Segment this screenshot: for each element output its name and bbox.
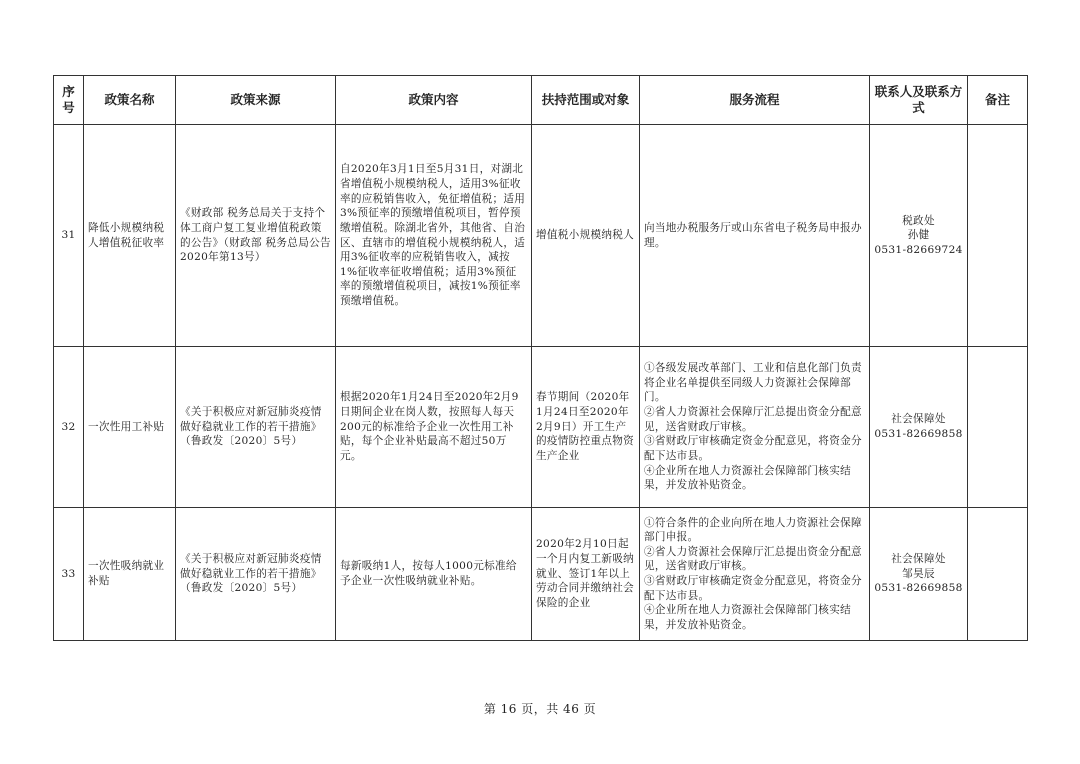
cell-source: 《关于积极应对新冠肺炎疫情做好稳就业工作的若干措施》（鲁政发〔2020〕5号） xyxy=(176,347,336,508)
cell-process: 向当地办税服务厅或山东省电子税务局申报办理。 xyxy=(640,125,870,347)
cell-contact: 税政处 孙健 0531-82669724 xyxy=(870,125,968,347)
cell-scope: 春节期间（2020年1月24日至2020年2月9日）开工生产的疫情防控重点物资生产企业 xyxy=(532,347,640,508)
cell-contact: 社会保障处 邹昊辰 0531-82669858 xyxy=(870,508,968,641)
header-scope: 扶持范围或对象 xyxy=(532,76,640,125)
table-header-row xyxy=(54,76,1028,125)
cell-name: 一次性用工补贴 xyxy=(84,347,176,508)
cell-name: 降低小规模纳税人增值税征收率 xyxy=(84,125,176,347)
header-remark: 备注 xyxy=(968,76,1028,125)
page-footer: 第 16 页，共 46 页 xyxy=(483,702,597,716)
header-process: 服务流程 xyxy=(640,76,870,125)
policy-table xyxy=(53,75,1028,641)
cell-process: ①各级发展改革部门、工业和信息化部门负责将企业名单提供至同级人力资源社会保障部门。 ②省人力资源社会保障厅汇总提出资金分配意见，送省财政厅审核。 ③省财政厅审核确定资金分配意见，将资金分配下达市县。 ④企业所在地人力资源社会保障部门核实结果，并发放补贴资金。 xyxy=(640,347,870,508)
cell-name: 一次性吸纳就业补贴 xyxy=(84,508,176,641)
header-source: 政策来源 xyxy=(176,76,336,125)
cell-contact: 社会保障处 0531-82669858 xyxy=(870,347,968,508)
cell-process: ①符合条件的企业向所在地人力资源社会保障部门申报。 ②省人力资源社会保障厅汇总提出资金分配意见，送省财政厅审核。 ③省财政厅审核确定资金分配意见，将资金分配下达市县。 ④企业所在地人力资源社会保障部门核实结果，并发放补贴资金。 xyxy=(640,508,870,641)
cell-remark xyxy=(968,125,1028,347)
cell-content: 根据2020年1月24日至2020年2月9日期间企业在岗人数，按照每人每天200元的标准给予企业一次性用工补贴，每个企业补贴最高不超过50万元。 xyxy=(336,347,532,508)
header-content: 政策内容 xyxy=(336,76,532,125)
cell-source: 《关于积极应对新冠肺炎疫情做好稳就业工作的若干措施》（鲁政发〔2020〕5号） xyxy=(176,508,336,641)
cell-source: 《财政部 税务总局关于支持个体工商户复工复业增值税政策的公告》（财政部 税务总局公告2020年第13号） xyxy=(176,125,336,347)
cell-seq: 32 xyxy=(54,347,84,508)
cell-scope: 2020年2月10日起一个月内复工新吸纳就业、签订1年以上劳动合同并缴纳社会保险的企业 xyxy=(532,508,640,641)
cell-scope: 增值税小规模纳税人 xyxy=(532,125,640,347)
header-contact: 联系人及联系方式 xyxy=(870,76,968,125)
header-seq: 序号 xyxy=(54,76,84,125)
table-row xyxy=(54,125,1028,347)
cell-seq: 33 xyxy=(54,508,84,641)
cell-remark xyxy=(968,508,1028,641)
cell-content: 每新吸纳1人，按每人1000元标准给予企业一次性吸纳就业补贴。 xyxy=(336,508,532,641)
table-row xyxy=(54,508,1028,641)
cell-seq: 31 xyxy=(54,125,84,347)
table-row xyxy=(54,347,1028,508)
cell-remark xyxy=(968,347,1028,508)
cell-content: 自2020年3月1日至5月31日，对湖北省增值税小规模纳税人，适用3%征收率的应税销售收入，免征增值税；适用3%预征率的预缴增值税项目，暂停预缴增值税。除湖北省外，其他省、自治区、直辖市的增值税小规模纳税人，适用3%征收率的应税销售收入，减按1%征收率征收增值税；适用3%预征率的预缴增值税项目，减按1%预征率预缴增值税。 xyxy=(336,125,532,347)
header-name: 政策名称 xyxy=(84,76,176,125)
